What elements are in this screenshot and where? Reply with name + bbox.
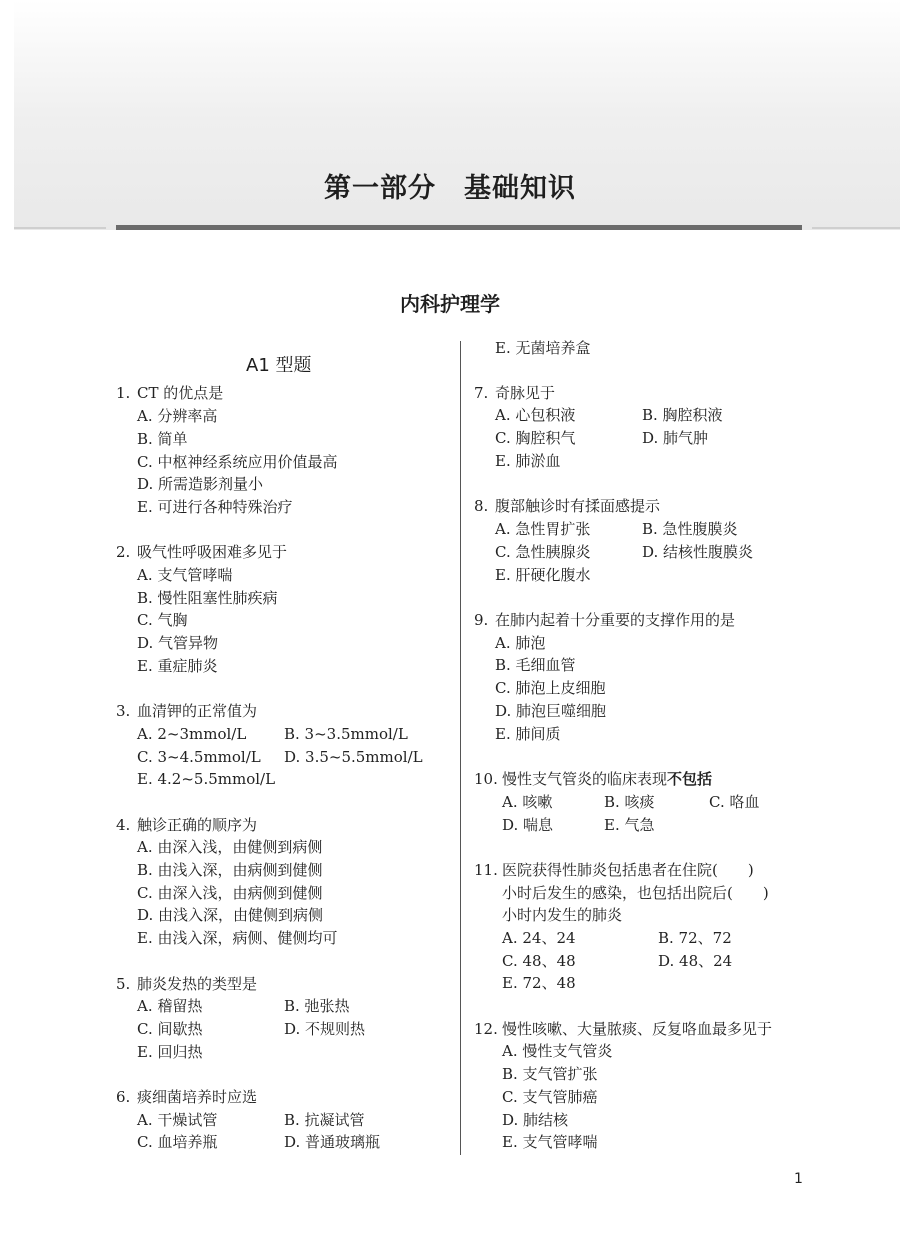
question-stem: 触诊正确的顺序为: [137, 816, 258, 834]
option: D. 肺结核: [502, 1111, 569, 1129]
option: C. 中枢神经系统应用价值最高: [137, 453, 338, 471]
option: E. 回归热: [137, 1043, 203, 1061]
option: B. 支气管扩张: [502, 1065, 598, 1083]
question-number: 6.: [116, 1088, 131, 1106]
option: D. 喘息: [502, 816, 554, 834]
option: A. 心包积液: [495, 406, 576, 424]
option: A. 干燥试管: [137, 1111, 218, 1129]
option: D. 由浅入深，由健侧到病侧: [137, 906, 324, 924]
question-stem: 吸气性呼吸困难多见于: [137, 543, 288, 561]
question-stem: 肺炎发热的类型是: [137, 975, 258, 993]
option: A. 慢性支气管炎: [502, 1042, 613, 1060]
option: D. 普通玻璃瓶: [284, 1133, 381, 1151]
question-number: 1.: [116, 384, 131, 402]
option: A. 急性胃扩张: [495, 520, 591, 538]
option: C. 支气管肺癌: [502, 1088, 598, 1106]
question-number: 10.: [474, 770, 498, 788]
question-stem: 腹部触诊时有揉面感提示: [495, 497, 661, 515]
option: D. 肺气肿: [642, 429, 709, 447]
option: C. 胸腔积气: [495, 429, 576, 447]
stem-emphasis: 不包括: [667, 770, 713, 788]
option: A. 24、24: [502, 929, 576, 947]
question-stem: 痰细菌培养时应选: [137, 1088, 258, 1106]
option: C. 3~4.5mmol/L: [137, 748, 261, 766]
option: E. 72、48: [502, 974, 576, 992]
question-number: 3.: [116, 702, 131, 720]
option: A. 咳嗽: [502, 793, 553, 811]
option: D. 48、24: [658, 952, 733, 970]
option: E. 支气管哮喘: [502, 1133, 598, 1151]
option: E. 无菌培养盒: [495, 339, 591, 357]
option: B. 急性腹膜炎: [642, 520, 738, 538]
option: C. 气胸: [137, 611, 188, 629]
option: B. 毛细血管: [495, 656, 576, 674]
option: E. 气急: [604, 816, 655, 834]
option: C. 由深入浅，由病侧到健侧: [137, 884, 323, 902]
question-stem: 血清钾的正常值为: [137, 702, 258, 720]
option: B. 咳痰: [604, 793, 655, 811]
option: E. 可进行各种特殊治疗: [137, 498, 293, 516]
question-number: 12.: [474, 1020, 498, 1038]
option: E. 4.2~5.5mmol/L: [137, 770, 276, 788]
option: B. 简单: [137, 430, 188, 448]
section-title: 内科护理学: [400, 292, 500, 316]
question-stem-line: 小时内发生的肺炎: [502, 906, 623, 924]
stem-text: 慢性支气管炎的临床表现: [502, 770, 668, 788]
option: A. 支气管哮喘: [137, 566, 233, 584]
question-stem: 奇脉见于: [495, 384, 556, 402]
question-number: 2.: [116, 543, 131, 561]
question-stem: 在肺内起着十分重要的支撑作用的是: [495, 611, 736, 629]
question-type-heading: A1 型题: [246, 355, 312, 376]
option: B. 72、72: [658, 929, 732, 947]
question-number: 4.: [116, 816, 131, 834]
option: B. 胸腔积液: [642, 406, 723, 424]
option: B. 由浅入深，由病侧到健侧: [137, 861, 323, 879]
option: D. 结核性腹膜炎: [642, 543, 754, 561]
option: E. 肝硬化腹水: [495, 566, 591, 584]
part-title: 第一部分 基础知识: [324, 173, 576, 204]
option: A. 肺泡: [495, 634, 546, 652]
option: B. 慢性阻塞性肺疾病: [137, 589, 278, 607]
option: D. 不规则热: [284, 1020, 366, 1038]
option: A. 稽留热: [137, 997, 203, 1015]
question-stem: CT 的优点是: [137, 384, 224, 402]
question-number: 7.: [474, 384, 489, 402]
option: C. 肺泡上皮细胞: [495, 679, 606, 697]
question-stem-line: 医院获得性肺炎包括患者在住院( ): [502, 861, 754, 879]
question-number: 11.: [474, 861, 498, 879]
option: D. 所需造影剂量小: [137, 475, 264, 493]
question-number: 9.: [474, 611, 489, 629]
option: C. 血培养瓶: [137, 1133, 218, 1151]
option: E. 重症肺炎: [137, 657, 218, 675]
option: A. 2~3mmol/L: [137, 725, 247, 743]
option: C. 急性胰腺炎: [495, 543, 591, 561]
option: E. 肺间质: [495, 725, 561, 743]
option: D. 肺泡巨噬细胞: [495, 702, 607, 720]
option: E. 由浅入深，病侧、健侧均可: [137, 929, 338, 947]
option: C. 咯血: [709, 793, 760, 811]
question-number: 5.: [116, 975, 131, 993]
question-stem-line: 小时后发生的感染，也包括出院后( ): [502, 884, 769, 902]
option: A. 分辨率高: [137, 407, 218, 425]
option: C. 间歇热: [137, 1020, 203, 1038]
question-number: 8.: [474, 497, 489, 515]
option: B. 弛张热: [284, 997, 350, 1015]
option: E. 肺淤血: [495, 452, 561, 470]
option: B. 3~3.5mmol/L: [284, 725, 408, 743]
option: B. 抗凝试管: [284, 1111, 365, 1129]
option: A. 由深入浅，由健侧到病侧: [137, 838, 323, 856]
question-stem: [502, 769, 712, 789]
question-stem: 慢性咳嗽、大量脓痰、反复咯血最多见于: [502, 1020, 773, 1038]
option: C. 48、48: [502, 952, 576, 970]
page-number: 1: [794, 1171, 803, 1187]
option: D. 气管异物: [137, 634, 219, 652]
option: D. 3.5~5.5mmol/L: [284, 748, 423, 766]
